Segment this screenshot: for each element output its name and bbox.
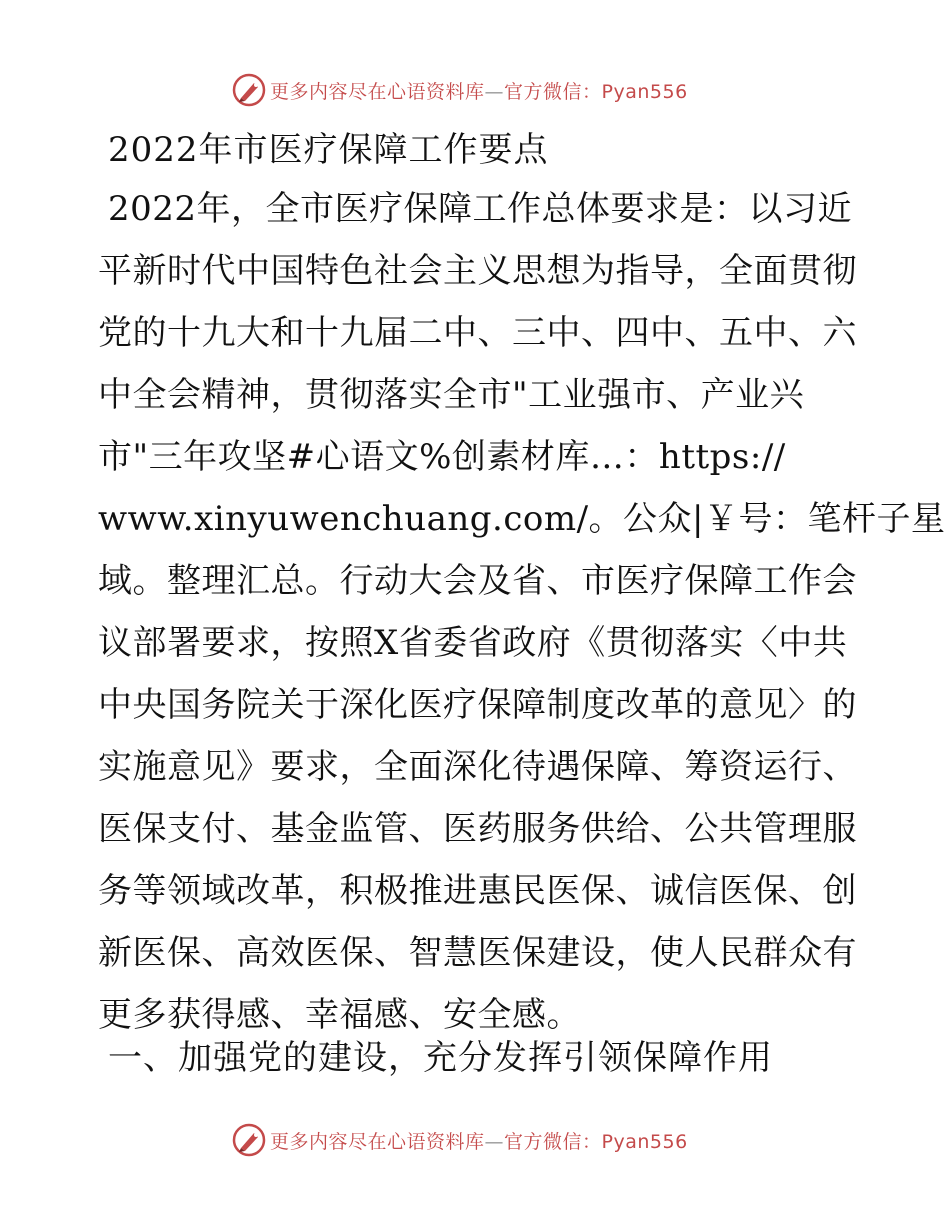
- paragraph-line: 新医保、高效医保、智慧医保建设，使人民群众有: [98, 933, 857, 973]
- watermark-slogan: 更多内容尽在心语资料库: [270, 80, 485, 103]
- paragraph-line: 医保支付、基金监管、医药服务供给、公共管理服: [98, 809, 857, 849]
- watermark-dash: —: [484, 80, 505, 103]
- paragraph-line: 市"三年攻坚#心语文%创素材库…：https://: [98, 437, 786, 477]
- paragraph-line: 务等领域改革，积极推进惠民医保、诚信医保、创: [98, 871, 857, 911]
- watermark-account: Pyan556: [601, 80, 688, 103]
- paragraph-line: 实施意见》要求，全面深化待遇保障、筹资运行、: [98, 747, 857, 787]
- paragraph-line: 党的十九大和十九届二中、三中、四中、五中、六: [98, 313, 857, 353]
- paragraph-line: 更多获得感、幸福感、安全感。: [98, 995, 581, 1035]
- document-title: 2022年市医疗保障工作要点: [108, 130, 549, 170]
- watermark-banner-content: [232, 70, 688, 110]
- watermark-banner-top: [0, 70, 950, 110]
- watermark-banner-bottom: [0, 1120, 950, 1160]
- watermark-banner-content: [232, 1120, 688, 1160]
- section-heading: 一、加强党的建设，充分发挥引领保障作用: [108, 1038, 773, 1078]
- pen-logo-icon: [232, 1123, 266, 1157]
- watermark-label: 官方微信：: [504, 1130, 602, 1153]
- watermark-text: [270, 1127, 688, 1154]
- watermark-label: 官方微信：: [504, 80, 602, 103]
- paragraph-line: www.xinyuwenchuang.com/。公众|￥号：笔杆子星: [98, 499, 946, 539]
- paragraph-line: 域。整理汇总。行动大会及省、市医疗保障工作会: [98, 561, 857, 601]
- paragraph-line: 中全会精神，贯彻落实全市"工业强市、产业兴: [98, 375, 805, 415]
- paragraph-line: 平新时代中国特色社会主义思想为指导，全面贯彻: [98, 251, 857, 291]
- watermark-account: Pyan556: [601, 1130, 688, 1153]
- paragraph-line: 议部署要求，按照X省委省政府《贯彻落实〈中共: [98, 623, 848, 663]
- watermark-dash: —: [484, 1130, 505, 1153]
- watermark-text: [270, 77, 688, 104]
- pen-logo-icon: [232, 73, 266, 107]
- paragraph-line: 中央国务院关于深化医疗保障制度改革的意见〉的: [98, 685, 857, 725]
- watermark-slogan: 更多内容尽在心语资料库: [270, 1130, 485, 1153]
- paragraph-line: 2022年，全市医疗保障工作总体要求是：以习近: [108, 189, 853, 229]
- body-paragraph: [98, 178, 946, 1046]
